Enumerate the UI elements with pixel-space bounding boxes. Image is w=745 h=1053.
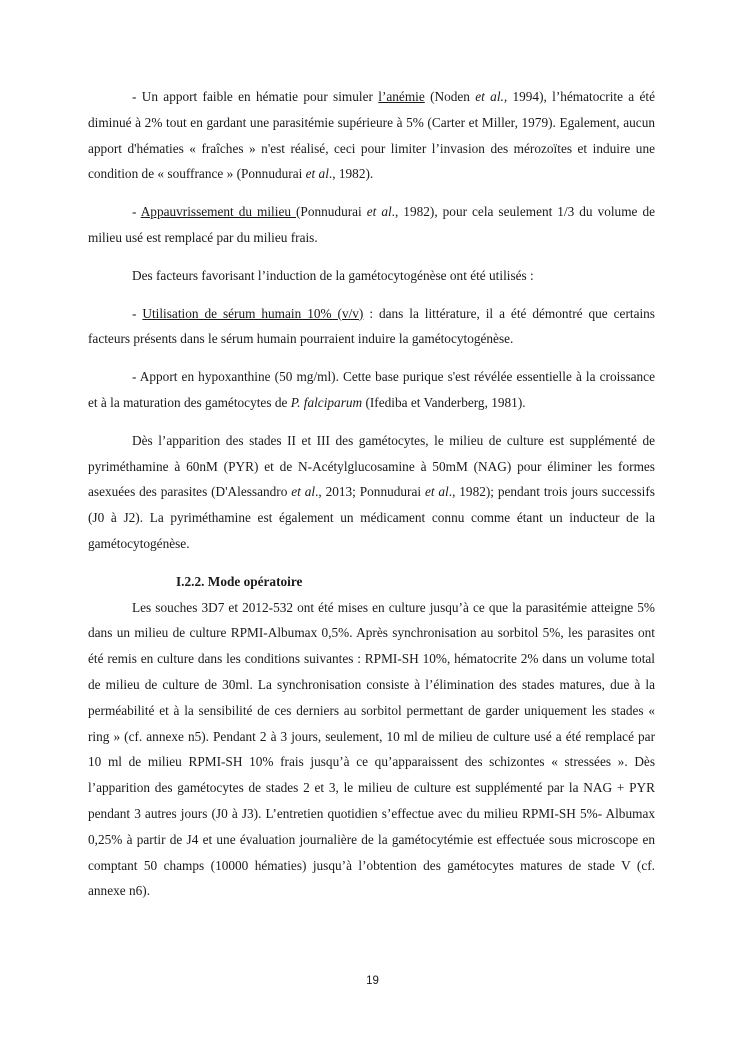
italic-citation: et al bbox=[291, 484, 316, 500]
page-content bbox=[88, 84, 655, 904]
text-run: : dans la littérature, il a été démontré que certains facteurs présents dans le sérum humain pourraient induire la gamétocytogénèse. bbox=[88, 305, 655, 347]
italic-species: P. falciparum bbox=[290, 394, 363, 410]
italic-citation: et al., bbox=[475, 89, 508, 104]
italic-citation: et al bbox=[424, 484, 449, 500]
page-number: 19 bbox=[366, 975, 379, 987]
text-run: - bbox=[132, 305, 143, 321]
text-run: - bbox=[132, 204, 141, 220]
text-run: ., 1982), pour cela seulement 1/3 du volume de milieu usé est remplacé par du milieu frais. bbox=[88, 204, 655, 245]
paragraph-gametocyte-stages bbox=[88, 428, 655, 557]
text-run: (Ponnudurai bbox=[296, 204, 367, 220]
text-run: - Apport en hypoxanthine (50 mg/ml). Cette base purique s'est révélée essentielle à la croissance et à la maturation des gamétocytes de bbox=[88, 369, 655, 410]
text-run: 1994), l’hématocrite a été diminué à 2% tout en gardant une parasitémie supérieure à 5% (Carter et Miller, 1979). Egalement, aucun apport d'hématies « fraîches » n'est réalisé, ceci pour limiter l’invasion des mérozoïtes et induire une condition de « souffrance » (Ponnudurai bbox=[88, 89, 656, 182]
paragraph-anemia bbox=[88, 84, 655, 187]
text-run: ., 2013; Ponnudurai bbox=[315, 484, 425, 500]
paragraph-hypoxanthine bbox=[88, 364, 655, 416]
paragraph-factors-intro: Des facteurs favorisant l’induction de la gamétocytogénèse ont été utilisés : bbox=[132, 267, 534, 283]
italic-citation: et al bbox=[366, 204, 392, 220]
text-run: Dès l’apparition des stades II et III des gamétocytes, le milieu de culture est supplémenté de pyriméthamine à 60nM (PYR) et de N-Acétylglucosamine à 50mM (NAG) pour éliminer les formes asexuées des parasites (D'Alessandro bbox=[88, 432, 655, 500]
section-heading: I.2.2. Mode opératoire bbox=[176, 573, 303, 589]
paragraph-medium-depletion bbox=[88, 199, 655, 251]
text-run: (Noden bbox=[424, 89, 476, 104]
section-mode-operatoire bbox=[88, 569, 655, 904]
underlined-term: Appauvrissement du milieu bbox=[140, 204, 296, 220]
underlined-term: l’anémie bbox=[378, 89, 425, 104]
text-run: ., 1982); pendant trois jours successifs (J0 à J2). La pyriméthamine est également un médicament connu comme étant un inducteur de la gamétocytogénèse. bbox=[88, 484, 655, 551]
italic-citation: et al bbox=[305, 166, 329, 182]
paragraph-human-serum bbox=[88, 301, 655, 353]
underlined-term: Utilisation de sérum humain 10% (v/v) bbox=[142, 305, 364, 321]
paragraph-procedure: Les souches 3D7 et 2012-532 ont été mises en culture jusqu’à ce que la parasitémie atteigne 5% dans un milieu de culture RPMI-Albumax 0,5%. Après synchronisation au sorbitol 5%, les parasites ont été remis en culture dans les conditions suivantes : RPMI-SH 10%, hématocrite 2% dans un volume total de milieu de culture de 30ml. La synchronisation consiste à l’élimination des stades matures, due à la perméabilité et à la sensibilité de ces derniers au sorbitol permettant de garder uniquement les stades « ring » (cf. annexe n5). Pendant 2 à 3 jours, seulement, 10 ml de milieu de culture usé a été remplacé par 10 ml de milieu RPMI-SH 10% frais jusqu’à ce qu’apparaissent des schizontes « stressées ». Dès l’apparition des gamétocytes de stades 2 et 3, le milieu de culture est supplémenté par la NAG + PYR pendant 3 autres jours (J0 à J3). L’entretien quotidien s’effectue avec du milieu RPMI-SH 5%- Albumax 0,25% à partir de J4 et une évaluation journalière de la gamétocytémie est effectuée sous microscope en comptant 50 champs (10000 hématies) jusqu’à l’obtention des gamétocytes matures de stade V (cf. annexe n6). bbox=[88, 599, 655, 899]
text-run: (Ifediba et Vanderberg, 1981). bbox=[362, 394, 526, 410]
text-run: ., 1982). bbox=[328, 166, 374, 182]
text-run: - Un apport faible en hématie pour simuler bbox=[132, 89, 379, 104]
